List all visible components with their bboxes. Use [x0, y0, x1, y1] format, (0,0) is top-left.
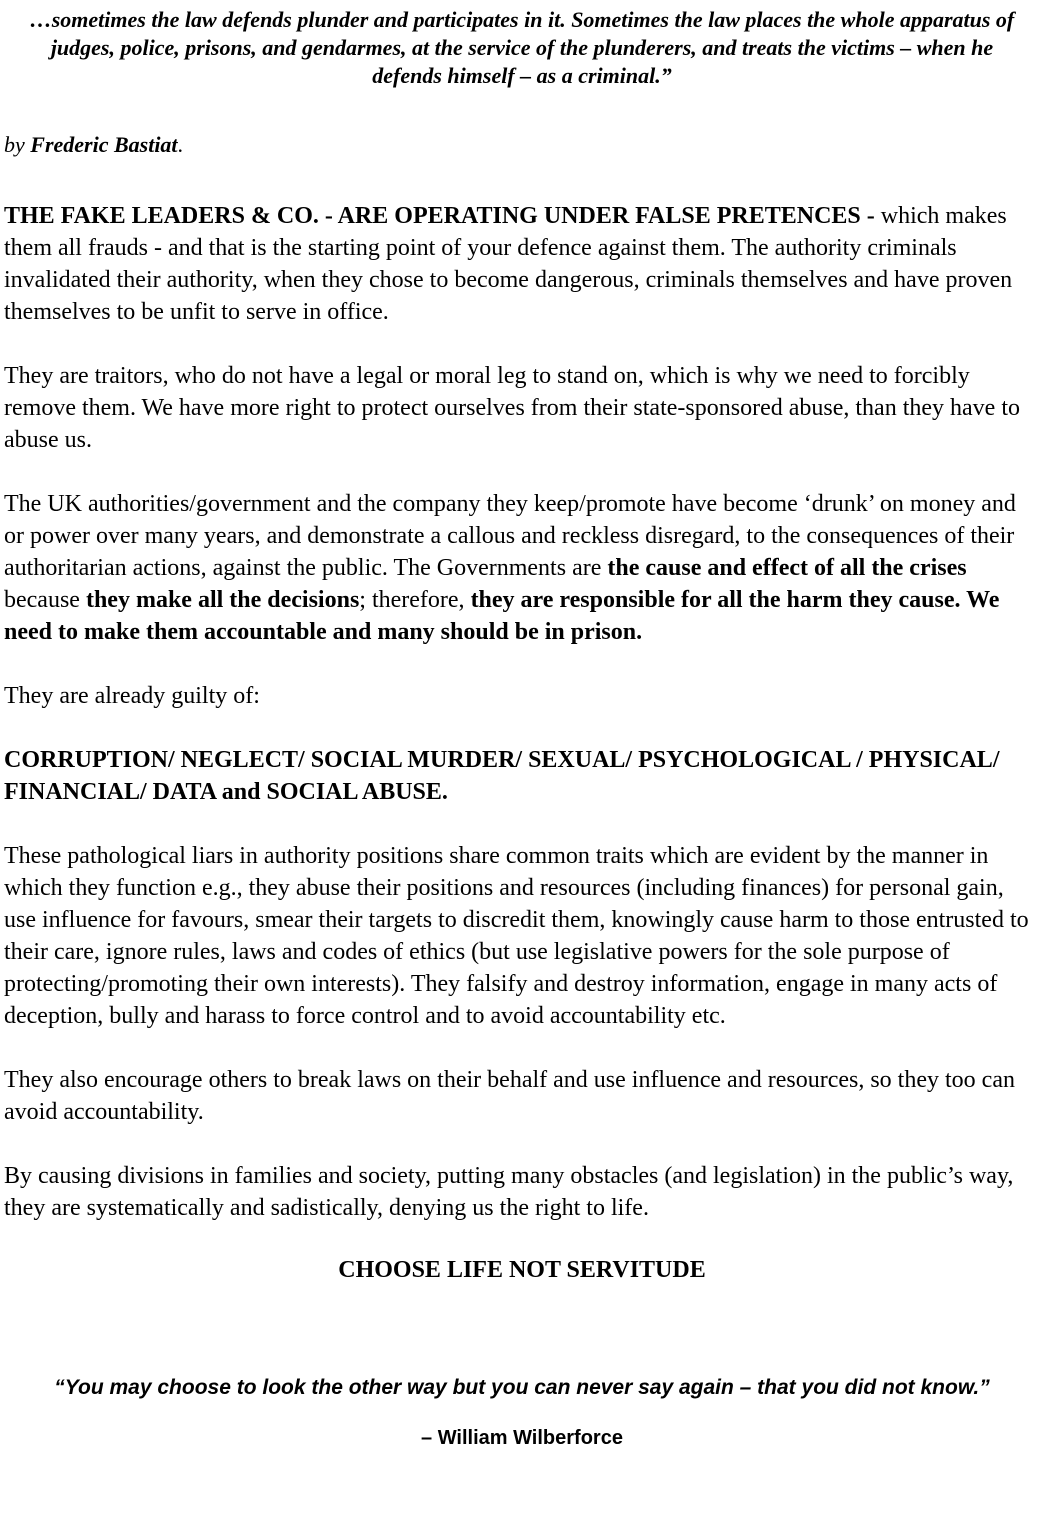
- wilberforce-quote: “You may choose to look the other way but you can never say again – that you did not know.”: [54, 1376, 990, 1399]
- text-run: By causing divisions in families and society, putting many obstacles (and legislation) in the public’s way, they are systematically and sadistically, denying us the right to life.: [4, 1163, 1014, 1221]
- paragraph: [4, 200, 1040, 328]
- paragraph: [4, 840, 1040, 1032]
- byline-prefix: by: [4, 132, 31, 157]
- bold-text-run: they are responsible for all the harm they cause. We need to make them accountable and many should be in prison.: [4, 587, 1000, 645]
- paragraph: [4, 488, 1040, 648]
- bold-text-run: they make all the decisions: [85, 587, 360, 613]
- text-run: They also encourage others to break laws on their behalf and use influence and resources, so they too can avoid accountability.: [4, 1067, 1015, 1125]
- text-run: They are already guilty of:: [4, 683, 260, 709]
- byline-author: Frederic Bastiat: [30, 132, 178, 157]
- bold-text-run: THE FAKE LEADERS & CO. - ARE OPERATING UNDER FALSE PRETENCES -: [4, 203, 875, 229]
- body-paragraphs: [4, 200, 1040, 1224]
- slogan-heading: CHOOSE LIFE NOT SERVITUDE: [338, 1257, 706, 1283]
- text-run: They are traitors, who do not have a legal or moral leg to stand on, which is why we need to forcibly remove them. We have more right to protect ourselves from their state-sponsored abuse, than they have to abuse us.: [4, 363, 1020, 453]
- bastiat-quote: …sometimes the law defends plunder and participates in it. Sometimes the law places the whole apparatus of judges, police, prisons, and gendarmes, at the service of the plunderers, and treats the victims – when he defends himself – as a criminal.”: [29, 7, 1015, 88]
- bastiat-byline: [4, 131, 1040, 158]
- paragraph: [4, 680, 1040, 712]
- text-run: The UK authorities/government and the company they keep/promote have become ‘drunk’ on money and or power over many years, and demonstrate a callous and reckless disregard, to the consequences of their authoritarian actions, against the public. The Governments are: [4, 491, 1016, 581]
- bold-text-run: CORRUPTION/ NEGLECT/ SOCIAL MURDER/ SEXUAL/ PSYCHOLOGICAL / PHYSICAL/ FINANCIAL/ DATA and SOCIAL ABUSE.: [4, 747, 1000, 805]
- paragraph: [4, 1064, 1040, 1128]
- text-run: because: [4, 587, 86, 613]
- text-run: ; therefore,: [359, 587, 471, 613]
- bold-text-run: the cause and effect of all the crises: [607, 555, 967, 581]
- byline-suffix: .: [177, 132, 184, 157]
- wilberforce-attribution: – William Wilberforce: [421, 1427, 623, 1449]
- text-run: which makes them all frauds - and that is the starting point of your defence against them. The authority criminals invalidated their authority, when they chose to become dangerous, criminals themselves and have proven themselves to be unfit to serve in office.: [4, 203, 1013, 325]
- paragraph: [4, 744, 1040, 808]
- text-run: These pathological liars in authority positions share common traits which are evident by the manner in which they function e.g., they abuse their positions and resources (including finances) for personal gain, use influence for favours, smear their targets to discredit them, knowingly cause harm to those entrusted to their care, ignore rules, laws and codes of ethics (but use legislative powers for the sole purpose of protecting/promoting their own interests). They falsify and destroy information, engage in many acts of deception, bully and harass to force control and to avoid accountability etc.: [4, 843, 1029, 1029]
- paragraph: [4, 360, 1040, 456]
- paragraph: [4, 1160, 1040, 1224]
